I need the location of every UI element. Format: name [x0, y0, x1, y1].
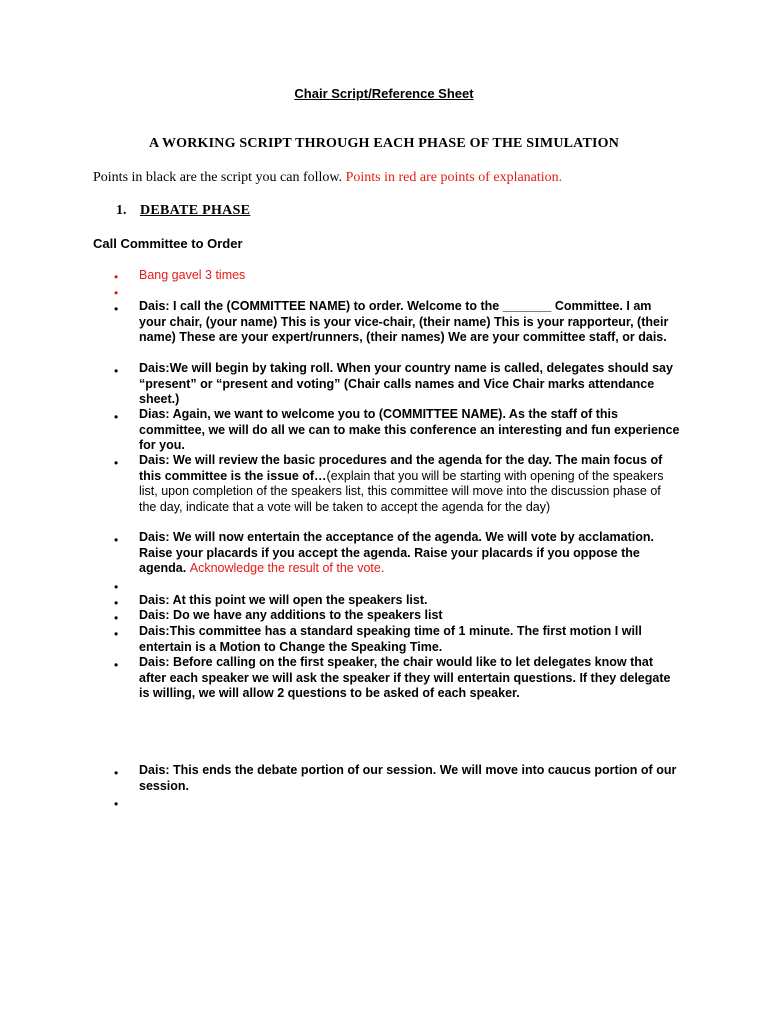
list-item-bang-gavel: Bang gavel 3 times	[139, 268, 246, 282]
phase-title: DEBATE PHASE	[140, 203, 251, 218]
list-bullet: •	[114, 797, 119, 811]
intro-red-text: Points in red are points of explanation.	[345, 170, 563, 185]
document-title: Chair Script/Reference Sheet	[294, 86, 474, 101]
list-bullet: •	[114, 596, 119, 610]
list-bullet: •	[114, 533, 119, 547]
list-bullet: •	[114, 627, 119, 641]
list-bullet: •	[114, 611, 119, 625]
list-bullet: •	[114, 270, 119, 284]
intro-black-text: Points in black are the script you can follow.	[93, 170, 343, 185]
agenda-vote-red: Acknowledge the result of the vote.	[189, 561, 385, 575]
list-item-agenda-review	[139, 453, 681, 515]
list-item-call-to-order: Dais: I call the (COMMITTEE NAME) to order. Welcome to the _______ Committee. I am your chair, (your name) This is your vice-chair, (their name) This is your rapporteur, (their name) These are your expert/runners, (their names) We are your committee staff, or dais.	[139, 299, 669, 344]
agenda-review-bold: Dais: We will review the basic procedures and the agenda for the day. The main focus of this committee is the issue of…	[139, 453, 663, 483]
list-item-speaking-time: Dais:This committee has a standard speaking time of 1 minute. The first motion I will entertain is a Motion to Change the Speaking Time.	[139, 624, 642, 654]
agenda-vote-bold: Dais: We will now entertain the acceptance of the agenda. We will vote by acclamation. Raise your placards if you accept the agenda. Raise your placards if you oppose the agenda.	[139, 530, 654, 575]
list-bullet: •	[114, 456, 119, 470]
list-item-open-speakers: Dais: At this point we will open the speakers list.	[139, 593, 428, 607]
list-item-agenda-vote	[139, 530, 681, 577]
document-subtitle: A WORKING SCRIPT THROUGH EACH PHASE OF THE SIMULATION	[148, 136, 620, 151]
list-bullet: •	[114, 410, 119, 424]
phase-number: 1.	[116, 203, 127, 218]
list-bullet: •	[114, 286, 119, 300]
list-item-questions: Dais: Before calling on the first speaker, the chair would like to let delegates know that after each speaker we will ask the speaker if they will entertain questions. If they delegate is willing, we will allow 2 questions to be asked of each speaker.	[139, 655, 671, 700]
list-bullet: •	[114, 364, 119, 378]
list-bullet: •	[114, 658, 119, 672]
list-item-end-debate: Dais: This ends the debate portion of our session. We will move into caucus portion of our session.	[139, 763, 677, 793]
list-bullet: •	[114, 766, 119, 780]
section-heading: Call Committee to Order	[93, 236, 243, 251]
list-bullet: •	[114, 580, 119, 594]
list-item-roll-call: Dais:We will begin by taking roll. When your country name is called, delegates should say “present” or “present and voting” (Chair calls names and Vice Chair marks attendance sheet.)	[139, 361, 673, 406]
list-bullet: •	[114, 302, 119, 316]
list-item-welcome: Dias: Again, we want to welcome you to (COMMITTEE NAME). As the staff of this committee, we will do all we can to make this conference an interesting and fun experience for you.	[139, 407, 680, 452]
agenda-review-explanation: (explain that you will be starting with opening of the speakers list, upon completion of the speakers list, this committee will move into the discussion phase of the day, indicate that a vote will be taken to accept the agenda for the day)	[139, 468, 664, 514]
list-item-additions: Dais: Do we have any additions to the speakers list	[139, 608, 443, 622]
